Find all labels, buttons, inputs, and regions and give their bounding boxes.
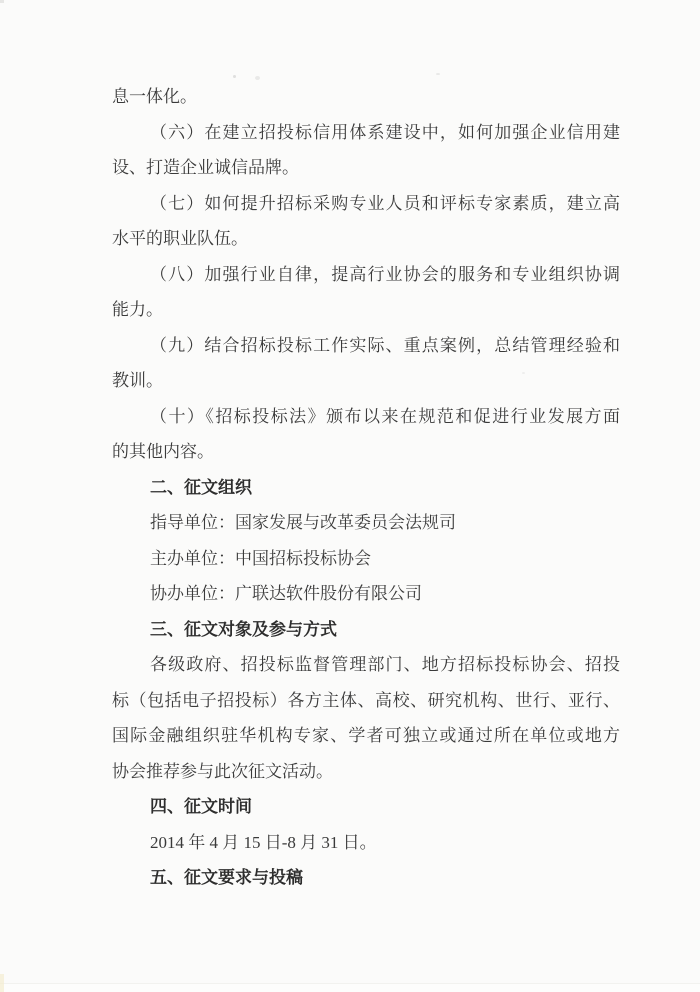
text-block (112, 79, 620, 896)
text-line: 国际金融组织驻华机构专家、学者可独立或通过所在单位或地方 (112, 726, 620, 745)
text-line: 四、征文时间 (150, 797, 252, 816)
text-line: 协办单位：广联达软件股份有限公司 (150, 584, 422, 603)
scan-edge-mark (0, 0, 4, 3)
scan-bottom-edge (0, 983, 700, 992)
text-line: 设、打造企业诚信品牌。 (112, 158, 299, 177)
text-line: 能力。 (112, 300, 163, 319)
text-line: 三、征文对象及参与方式 (150, 619, 337, 639)
text-line: （十）《招标投标法》颁布以来在规范和促进行业发展方面 (150, 406, 620, 426)
paragraph-co-organizer-unit (112, 576, 620, 612)
paragraph-continuation (112, 79, 620, 115)
paragraph-heading-section-2 (112, 470, 620, 506)
text-line: 息一体化。 (112, 87, 197, 106)
text-line: （八）加强行业自律，提高行业协会的服务和专业组织协调 (150, 264, 620, 284)
paragraph-guiding-unit (112, 505, 620, 541)
paragraph-date-range (112, 825, 620, 861)
scan-speck (233, 75, 236, 78)
paragraph-item-6 (112, 115, 620, 186)
paragraph-heading-section-3 (112, 612, 620, 648)
text-line: 协会推荐参与此次征文活动。 (112, 761, 333, 781)
text-line: 的其他内容。 (112, 442, 214, 461)
text-line: 五、征文要求与投稿 (150, 868, 303, 887)
text-line: 二、征文组织 (150, 477, 252, 497)
paragraph-item-9 (112, 328, 620, 399)
text-line: （九）结合招标投标工作实际、重点案例，总结管理经验和 (150, 335, 620, 355)
scan-speck (436, 73, 440, 75)
scan-corner-tint (0, 974, 4, 992)
text-line: 指导单位：国家发展与改革委员会法规司 (150, 513, 456, 532)
paragraph-host-unit (112, 541, 620, 577)
text-line: （七）如何提升招标采购专业人员和评标专家素质，建立高 (150, 193, 620, 213)
paragraph-heading-section-5 (112, 860, 620, 896)
paragraph-item-7 (112, 186, 620, 257)
text-line: （六）在建立招投标信用体系建设中，如何加强企业信用建 (150, 122, 620, 142)
paragraph-heading-section-4 (112, 789, 620, 825)
paragraph-participants (112, 647, 620, 789)
text-line: 2014 年 4 月 15 日-8 月 31 日。 (150, 832, 377, 852)
text-line: 主办单位：中国招标投标协会 (150, 548, 371, 568)
text-line: 各级政府、招投标监督管理部门、地方招标投标协会、招投 (150, 655, 620, 674)
text-line: 水平的职业队伍。 (112, 229, 248, 248)
paragraph-item-10 (112, 399, 620, 470)
paragraph-item-8 (112, 257, 620, 328)
text-line: 教训。 (112, 371, 163, 390)
text-line: 标（包括电子招投标）各方主体、高校、研究机构、世行、亚行、 (112, 690, 620, 710)
